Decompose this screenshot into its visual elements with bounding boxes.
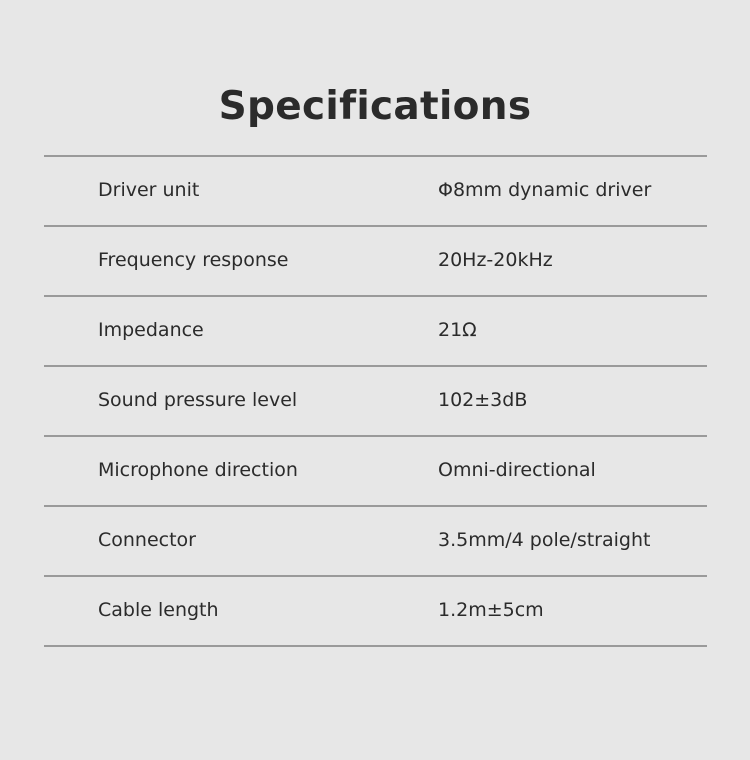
specifications-table	[44, 155, 707, 647]
spec-label: Sound pressure level	[98, 389, 298, 411]
spec-label: Connector	[98, 529, 196, 551]
spec-label: Frequency response	[98, 249, 289, 271]
spec-row-impedance	[44, 297, 707, 367]
spec-label: Driver unit	[98, 179, 200, 201]
spec-row-frequency-response	[44, 227, 707, 297]
spec-label: Microphone direction	[98, 459, 298, 481]
spec-row-connector	[44, 507, 707, 577]
spec-label: Impedance	[98, 319, 204, 341]
spec-value: 1.2m±5cm	[438, 599, 544, 621]
spec-label: Cable length	[98, 599, 219, 621]
spec-value: Φ8mm dynamic driver	[438, 179, 652, 201]
spec-value: 21Ω	[438, 319, 477, 341]
spec-row-cable-length	[44, 577, 707, 647]
spec-value: 102±3dB	[438, 389, 528, 411]
spec-value: 3.5mm/4 pole/straight	[438, 529, 651, 551]
spec-value: 20Hz-20kHz	[438, 249, 553, 271]
spec-value: Omni-directional	[438, 459, 596, 481]
page-title: Specifications	[218, 84, 532, 129]
spec-row-microphone-direction	[44, 437, 707, 507]
spec-row-sound-pressure-level	[44, 367, 707, 437]
spec-row-driver-unit	[44, 157, 707, 227]
